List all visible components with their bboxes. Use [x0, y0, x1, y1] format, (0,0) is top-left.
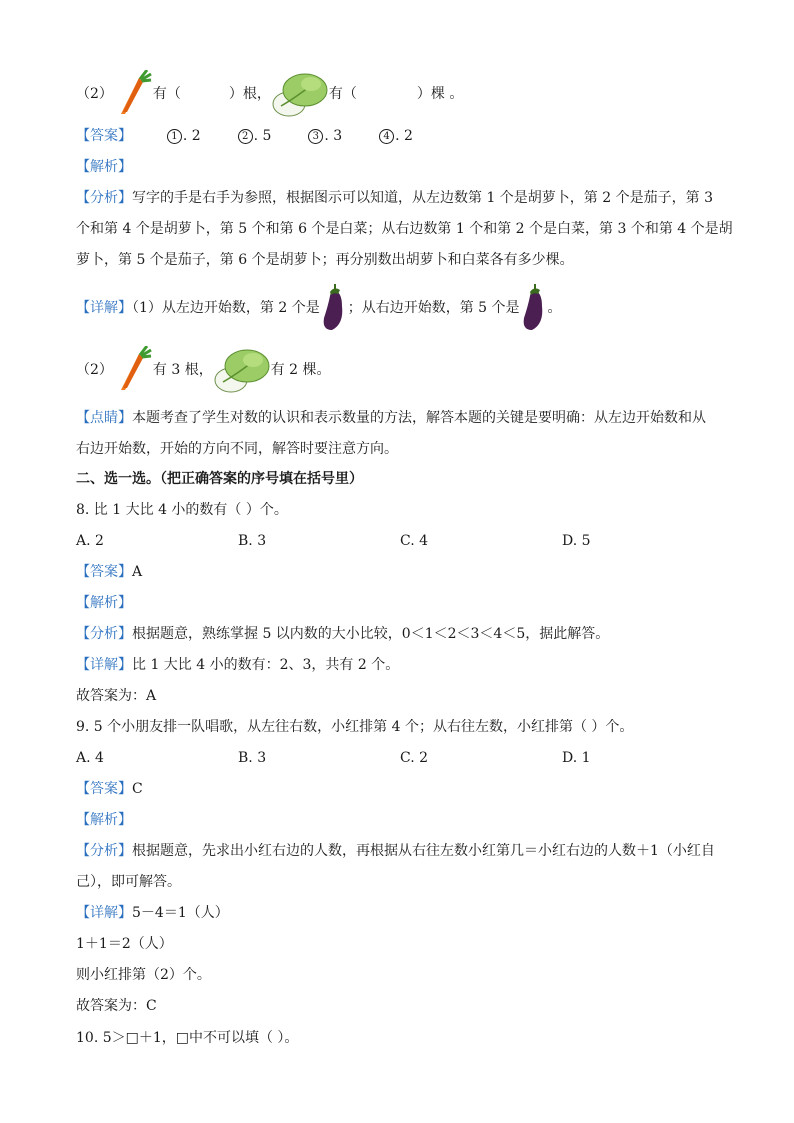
q7-xiangjie-p2-a: 有 3 根，: [152, 362, 213, 378]
q8-option-a: A. 2: [76, 533, 104, 549]
q8-answer-line: [76, 562, 142, 582]
q8-option-c: C. 4: [400, 533, 429, 549]
answer-value-3: . 3: [324, 128, 343, 144]
q7-answer-line: [76, 126, 413, 146]
carrot-icon: [113, 346, 153, 394]
eggplant-icon: [320, 284, 348, 332]
q9-fenxi-line-2: 己），即可解答。: [76, 874, 181, 890]
q9-answer: C: [132, 781, 143, 797]
q10-stem: 10. 5＞□＋1，□中不可以填（ ）。: [76, 1030, 299, 1046]
answer-tag: 【答案】: [76, 128, 132, 144]
q7-xiangjie-a: （1）从左边开始数，第 2 个是: [132, 300, 320, 316]
answer-mark-3: 3: [308, 129, 323, 144]
section-heading: 二、选一选。（把正确答案的序号填在括号里）: [76, 471, 363, 487]
q9-option-c: C. 2: [400, 750, 429, 766]
q7-xiangjie-b: ；从右边开始数，第 5 个是: [347, 300, 520, 316]
xiangjie-tag: 【详解】: [76, 300, 132, 316]
q8-xiangjie: 比 1 大比 4 小的数有：2、3，共有 2 个。: [132, 657, 400, 673]
q8-fenxi: 根据题意，熟练掌握 5 以内数的大小比较，0＜1＜2＜3＜4＜5，据此解答。: [132, 626, 610, 642]
answer-value-2: . 5: [253, 128, 272, 144]
fenxi-tag: 【分析】: [76, 190, 132, 206]
q9-option-d: D. 1: [562, 750, 591, 766]
answer-tag: 【答案】: [76, 781, 132, 797]
q9-jiexi-tag: 【解析】: [76, 812, 132, 828]
q8-stem: 8. 比 1 大比 4 小的数有（ ）个。: [76, 502, 288, 518]
q8-fenxi-line: [76, 624, 609, 644]
eggplant-icon: [520, 284, 548, 332]
q7-dianjing-line-2: 右边开始数，开始的方向不同，解答时要注意方向。: [76, 441, 398, 457]
cabbage-icon: [271, 70, 329, 118]
q8-option-d: D. 5: [562, 533, 591, 549]
q7-xiangjie-c: 。: [547, 300, 562, 316]
answer-mark-1: 1: [167, 129, 182, 144]
q7-part2-num: （2）: [76, 86, 113, 102]
q7-fenxi-line-2: 个和第 4 个是胡萝卜，第 5 个和第 6 个是白菜；从右边数第 1 个和第 2 个是白菜，第 3 个和第 4 个是胡: [76, 221, 733, 237]
answer-value-1: . 2: [182, 128, 201, 144]
q7-dianjing-text-1: 本题考查了学生对数的认识和表示数量的方法，解答本题的关键是要明确：从左边开始数和从: [132, 410, 706, 426]
q7-part2-t1: 有（: [152, 86, 181, 102]
q7-part2-t2: ）根，: [228, 86, 271, 102]
cabbage-icon: [213, 346, 271, 394]
q8-xiangjie-line: [76, 655, 399, 675]
carrot-icon: [113, 70, 153, 118]
fenxi-tag: 【分析】: [76, 843, 132, 859]
q7-part2-t4: ）棵 。: [416, 86, 464, 102]
q8-jiexi-tag: 【解析】: [76, 595, 132, 611]
q9-fenxi-line-1: [76, 841, 715, 861]
q9-option-b: B. 3: [238, 750, 267, 766]
fenxi-tag: 【分析】: [76, 626, 132, 642]
q9-xiangjie-line-3: 则小红排第（2）个。: [76, 967, 211, 983]
answer-mark-2: 2: [238, 129, 253, 144]
q8-conclusion: 故答案为：A: [76, 688, 157, 704]
q7-fenxi-line-3: 萝卜，第 5 个是茄子，第 6 个是胡萝卜；再分别数出胡萝卜和白菜各有多少棵。: [76, 252, 574, 268]
q9-conclusion: 故答案为：C: [76, 998, 157, 1014]
q7-fenxi-text-1: 写字的手是右手为参照，根据图示可以知道，从左边数第 1 个是胡萝卜，第 2 个是茄子，第 3: [132, 190, 713, 206]
q9-xiangjie-1: 5－4＝1（人）: [132, 905, 229, 921]
answer-tag: 【答案】: [76, 564, 132, 580]
q8-answer: A: [132, 564, 143, 580]
answer-value-4: . 2: [395, 128, 413, 144]
q7-xiangjie-part2-line: [76, 346, 331, 394]
q9-fenxi-text-1: 根据题意，先求出小红右边的人数，再根据从右往左数小红第几＝小红右边的人数＋1（小红自: [132, 843, 715, 859]
answer-mark-4: 4: [379, 129, 394, 144]
q7-fenxi-line-1: [76, 188, 713, 208]
q9-stem: 9. 5 个小朋友排一队唱歌，从左往右数，小红排第 4 个；从右往左数，小红排第（ ）个。: [76, 719, 634, 735]
q7-part2-t3: 有（: [328, 86, 357, 102]
q7-jiexi-tag: 【解析】: [76, 159, 132, 175]
q9-answer-line: [76, 779, 143, 799]
q8-option-b: B. 3: [238, 533, 267, 549]
q9-option-a: A. 4: [76, 750, 104, 766]
q7-xiangjie-p2-num: （2）: [76, 362, 113, 378]
q7-xiangjie-p2-b: 有 2 棵。: [270, 362, 331, 378]
q9-xiangjie-line-1: [76, 903, 229, 923]
q7-xiangjie-line: [76, 284, 562, 334]
xiangjie-tag: 【详解】: [76, 657, 132, 673]
dianjing-tag: 【点睛】: [76, 410, 132, 426]
xiangjie-tag: 【详解】: [76, 905, 132, 921]
q9-xiangjie-line-2: 1＋1＝2（人）: [76, 936, 173, 952]
q7-dianjing-line-1: [76, 408, 706, 428]
q7-part2-line: [76, 70, 463, 110]
